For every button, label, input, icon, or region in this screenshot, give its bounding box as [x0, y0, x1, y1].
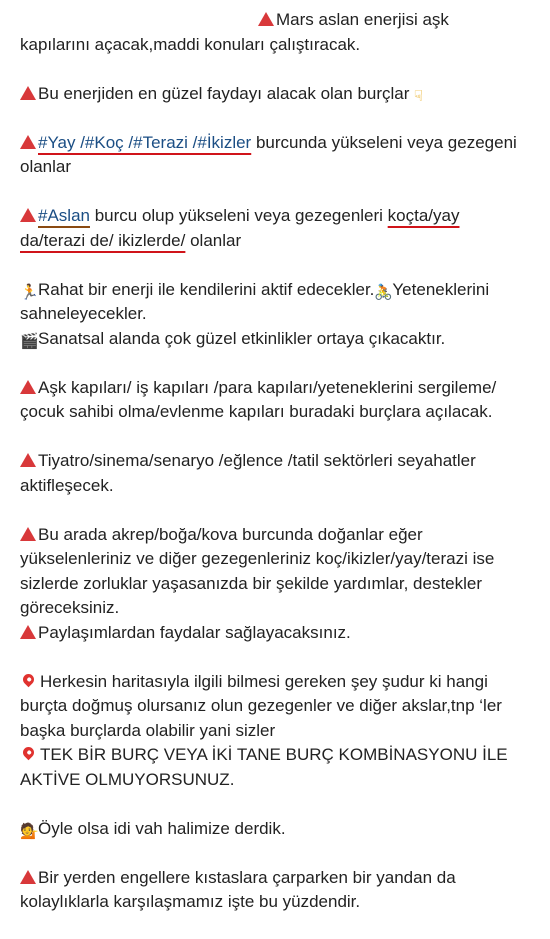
- underlined-text-2: da/terazi de/ ikizlerde/: [20, 230, 186, 250]
- intro-line-1: Mars aslan enerjisi aşk: [276, 10, 449, 29]
- benefits-text: Paylaşımlardan faydalar sağlayacaksınız.: [38, 622, 351, 642]
- paragraph-chart-note: [20, 670, 538, 793]
- energy-text-c: Sanatsal alanda çok güzel etkinlikler ortaya çıkacaktır.: [38, 328, 446, 348]
- person-running-icon: 🏃: [20, 283, 39, 301]
- other-signs-text: Bu arada akrep/boğa/kova burcunda doğanlar eğer yükselenleriniz ve diğer gezegenleriniz koç/ikizler/yay/terazi ise sizlerde zorluklar yaşasanızda bir şekilde yardımlar, destekler göreceksiniz.: [20, 524, 495, 617]
- paragraph-intro: [20, 8, 538, 57]
- chart-note-text: Herkesin haritasıyla ilgili bilmesi gereken şey şudur ki hangi burçta doğmuş olursanız olun gezegenler ve diğer akslar,tnp ‘ler başka burçlarda olabilir yani sizler: [20, 671, 502, 740]
- red-triangle-icon: [20, 380, 36, 394]
- paragraph-remark: [20, 817, 538, 842]
- paragraph-aslan: [20, 204, 538, 253]
- sectors-text: Tiyatro/sinema/senaryo /eğlence /tatil sektörleri seyahatler aktifleşecek.: [20, 451, 476, 495]
- red-triangle-icon: [20, 527, 36, 541]
- backhand-index-pointing-down-icon: ☟: [413, 87, 423, 105]
- red-triangle-icon: [20, 208, 36, 222]
- underlined-text-1: koçta/yay: [387, 206, 460, 225]
- red-triangle-icon: [20, 625, 36, 639]
- clapper-board-icon: 🎬: [20, 332, 39, 350]
- remark-text: Öyle olsa idi vah halimize derdik.: [38, 818, 286, 838]
- paragraph-other-signs: [20, 523, 538, 646]
- woman-tipping-hand-icon: 💁: [20, 822, 39, 840]
- aslan-text: burcu olup yükseleni veya gezegenleri: [89, 206, 388, 225]
- paragraph-signs-intro: [20, 82, 538, 107]
- energy-text-b: Yeteneklerini sahneleyecekler.: [20, 279, 490, 323]
- signs-intro-text: Bu enerjiden en güzel faydayı alacak olan burçlar: [38, 83, 410, 103]
- doors-text: Aşk kapıları/ iş kapıları /para kapıları/yeteneklerini sergileme/çocuk sahibi olma/evlenme kapıları buradaki burçlara açılacak.: [20, 377, 497, 421]
- red-triangle-icon: [20, 453, 36, 467]
- paragraph-sectors: [20, 449, 538, 498]
- energy-text-a: Rahat bir enerji ile kendilerini aktif edecekler.: [38, 279, 375, 299]
- hashtag-aslan[interactable]: #Aslan: [38, 206, 90, 225]
- hashtag-links[interactable]: #Yay /#Koç /#Terazi /#İkizler: [38, 132, 252, 152]
- hashtag-signs-text: burcunda yükseleni veya gezegeni olanlar: [20, 132, 517, 176]
- post-body: [20, 8, 538, 915]
- aslan-text-end: olanlar: [185, 230, 242, 250]
- red-triangle-icon: [20, 870, 36, 884]
- red-triangle-icon: [258, 12, 274, 26]
- chart-note-caps: TEK BİR BURÇ VEYA İKİ TANE BURÇ KOMBİNASYONU İLE AKTİVE OLMUYORSUNUZ.: [20, 745, 508, 789]
- intro-line-2: kapılarını açacak,maddi konuları çalıştıracak.: [20, 34, 361, 54]
- paragraph-conclusion: [20, 866, 538, 915]
- conclusion-text: Bir yerden engellere kıstaslara çarparken bir yandan da kolaylıklarla karşılaşmamız işte bu yüzdendir.: [20, 867, 456, 911]
- paragraph-hashtag-signs: [20, 131, 538, 180]
- round-pushpin-icon: [21, 671, 37, 687]
- red-triangle-icon: [20, 86, 36, 100]
- person-biking-icon: 🚴: [374, 283, 394, 301]
- red-triangle-icon: [20, 135, 36, 149]
- round-pushpin-icon: [21, 745, 37, 761]
- paragraph-energy: [20, 278, 538, 352]
- paragraph-doors: [20, 376, 538, 425]
